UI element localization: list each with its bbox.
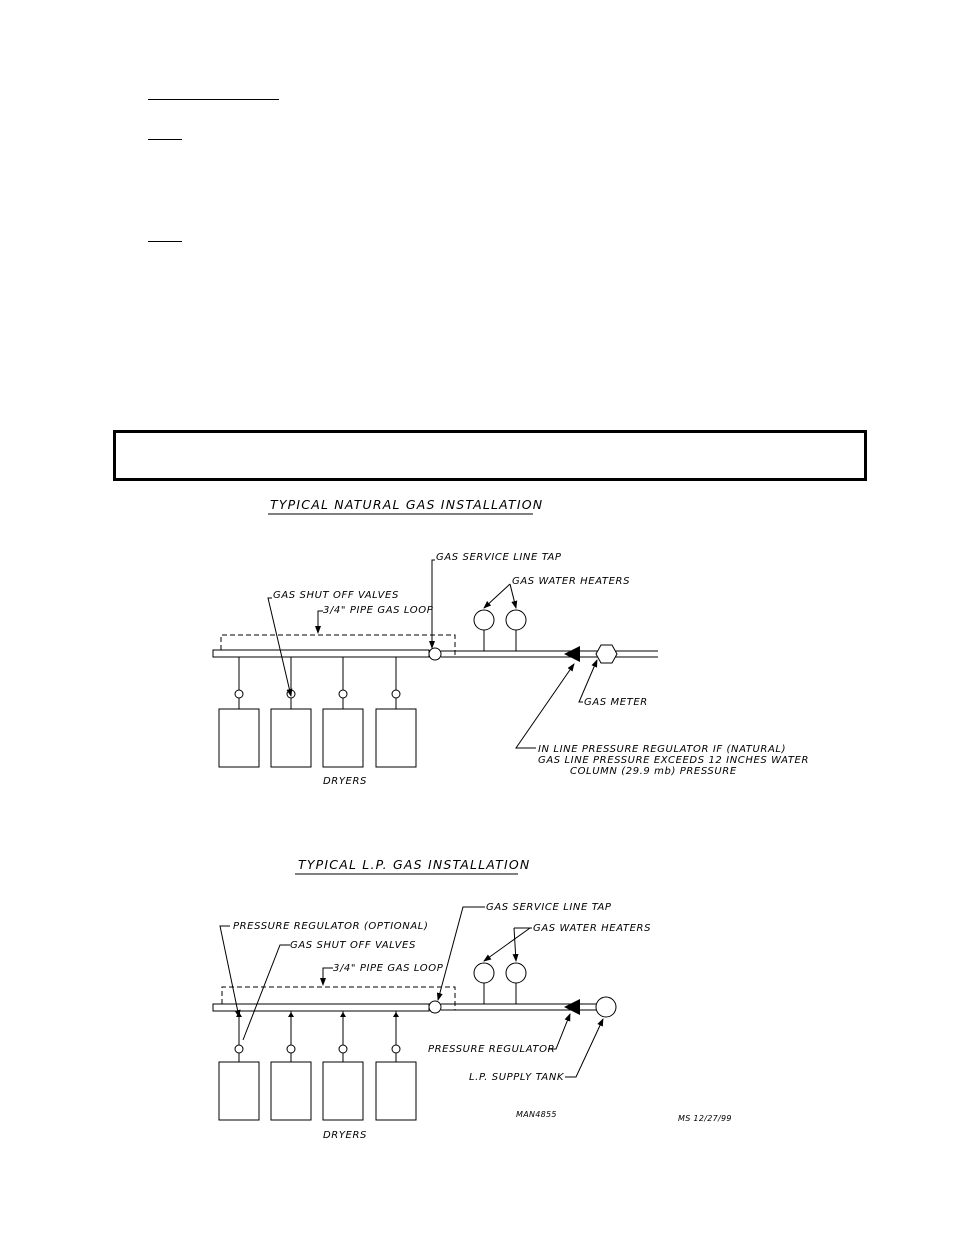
natural-service-tap bbox=[429, 648, 441, 660]
lp-water-heater-2 bbox=[506, 963, 526, 983]
natural-inline-regulator bbox=[564, 646, 580, 662]
lp-supply-tank bbox=[596, 997, 616, 1017]
natural-water-heaters-label: GAS WATER HEATERS bbox=[512, 576, 631, 587]
drawing-date: MS 12/27/99 bbox=[678, 1114, 732, 1123]
natural-main-pipe bbox=[213, 650, 429, 657]
lp-supply-tank-label: L.P. SUPPLY TANK bbox=[469, 1072, 565, 1083]
natural-shutoff-label: GAS SHUT OFF VALVES bbox=[273, 590, 399, 601]
lp-shutoff-label: GAS SHUT OFF VALVES bbox=[290, 940, 416, 951]
lp-pressure-regulator-label: PRESSURE REGULATOR bbox=[428, 1044, 556, 1055]
drawing-number: MAN4855 bbox=[516, 1110, 557, 1119]
natural-water-heater-2 bbox=[506, 610, 526, 630]
natural-gas-meter-label: GAS METER bbox=[584, 697, 648, 708]
lp-service-tap bbox=[429, 1001, 441, 1013]
natural-water-heater-1 bbox=[474, 610, 494, 630]
lp-gas-title: TYPICAL L.P. GAS INSTALLATION bbox=[298, 857, 531, 872]
lp-pressure-regulator bbox=[564, 999, 580, 1015]
natural-dryers bbox=[219, 657, 416, 767]
natural-dryers-label: DRYERS bbox=[323, 776, 367, 787]
natural-regulator-note-1: IN LINE PRESSURE REGULATOR IF (NATURAL) bbox=[538, 744, 787, 755]
lp-water-heater-1 bbox=[474, 963, 494, 983]
lp-pressure-regulator-optional-label: PRESSURE REGULATOR (OPTIONAL) bbox=[233, 921, 429, 932]
natural-gas-diagram bbox=[213, 497, 809, 787]
lp-pipe-loop-label: 3/4" PIPE GAS LOOP bbox=[333, 963, 444, 974]
natural-gas-meter bbox=[596, 645, 617, 663]
natural-service-tap-label: GAS SERVICE LINE TAP bbox=[436, 552, 562, 563]
lp-dryers bbox=[219, 1011, 416, 1120]
lp-water-heaters-label: GAS WATER HEATERS bbox=[533, 923, 652, 934]
natural-regulator-note-3: COLUMN (29.9 mb) PRESSURE bbox=[570, 766, 737, 777]
natural-gas-title: TYPICAL NATURAL GAS INSTALLATION bbox=[270, 497, 544, 512]
lp-main-pipe bbox=[213, 1004, 429, 1011]
natural-regulator-note-2: GAS LINE PRESSURE EXCEEDS 12 INCHES WATER bbox=[538, 755, 810, 766]
lp-service-tap-label: GAS SERVICE LINE TAP bbox=[486, 902, 612, 913]
lp-dryers-label: DRYERS bbox=[323, 1130, 367, 1141]
lp-gas-diagram bbox=[213, 857, 732, 1141]
natural-pipe-loop-label: 3/4" PIPE GAS LOOP bbox=[323, 605, 434, 616]
